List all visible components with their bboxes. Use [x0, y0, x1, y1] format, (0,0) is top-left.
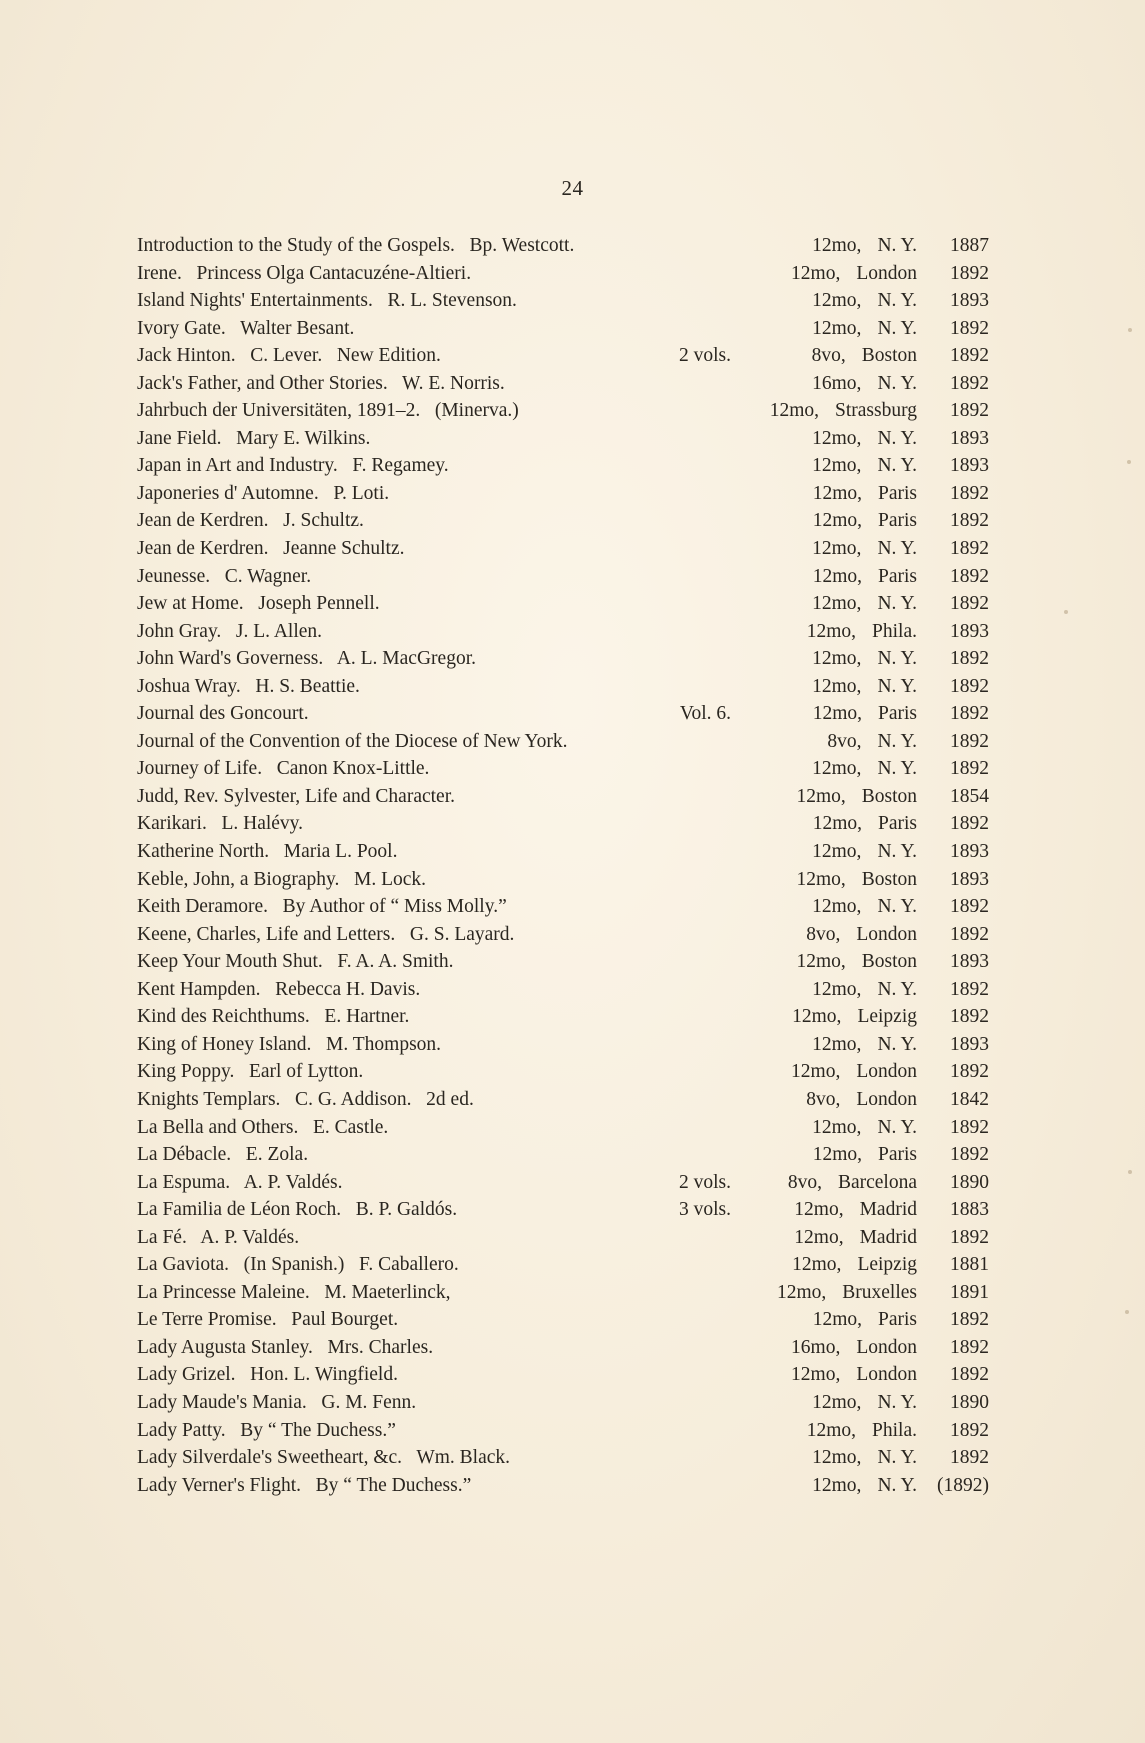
- entry-year: 1892: [950, 400, 989, 422]
- entry-format: 12mo,: [794, 1226, 844, 1248]
- entry-format-place: [807, 618, 917, 646]
- catalog-entry: [137, 507, 989, 535]
- entry-place: N. Y.: [877, 648, 917, 670]
- book-catalog-list: [137, 232, 989, 1499]
- entry-title-author: Lady Augusta Stanley. Mrs. Charles.: [137, 1336, 434, 1358]
- entry-title-author: Joshua Wray. H. S. Beattie.: [137, 675, 360, 697]
- catalog-entry: [137, 535, 989, 563]
- entry-title-author: King Poppy. Earl of Lytton.: [137, 1061, 364, 1083]
- catalog-entry: [137, 921, 989, 949]
- entry-format-place: [812, 287, 917, 315]
- entry-format: 12mo,: [812, 1033, 862, 1055]
- entry-title-author: Jane Field. Mary E. Wilkins.: [137, 427, 371, 449]
- catalog-entry: [137, 1361, 989, 1389]
- entry-format-place: [813, 563, 917, 591]
- entry-place: Paris: [878, 1309, 917, 1331]
- entry-place: Paris: [878, 510, 917, 532]
- entry-place: London: [856, 923, 917, 945]
- catalog-entry: [137, 645, 989, 673]
- entry-year: 1892: [950, 1309, 989, 1331]
- entry-year: 1881: [950, 1254, 989, 1276]
- entry-format: 8vo,: [806, 923, 841, 945]
- catalog-entry: [137, 563, 989, 591]
- paper-speck: [1127, 460, 1131, 464]
- entry-year: 1892: [950, 813, 989, 835]
- entry-format-place: [791, 1334, 917, 1362]
- entry-year: 1892: [950, 1061, 989, 1083]
- entry-format-place: [812, 342, 917, 370]
- entry-title-author: La Familia de Léon Roch. B. P. Galdós.: [137, 1199, 458, 1221]
- catalog-entry: [137, 1141, 989, 1169]
- catalog-entry: [137, 783, 989, 811]
- catalog-entry: [137, 1224, 989, 1252]
- entry-format: 12mo,: [796, 785, 846, 807]
- entry-place: Paris: [878, 813, 917, 835]
- entry-place: Madrid: [859, 1226, 917, 1248]
- entry-year: 1892: [950, 510, 989, 532]
- catalog-entry: [137, 1306, 989, 1334]
- entry-title-author: Lady Maude's Mania. G. M. Fenn.: [137, 1391, 417, 1413]
- entry-place: N. Y.: [877, 1391, 917, 1413]
- entry-format-place: [812, 1114, 917, 1142]
- entry-format: 12mo,: [812, 758, 862, 780]
- entry-format: 12mo,: [812, 510, 862, 532]
- entry-year: 1892: [950, 482, 989, 504]
- entry-place: Bruxelles: [842, 1281, 917, 1303]
- catalog-entry: [137, 480, 989, 508]
- entry-format-place: [792, 1003, 917, 1031]
- entry-format: 12mo,: [812, 565, 862, 587]
- entry-title-author: La Gaviota. (In Spanish.) F. Caballero.: [137, 1254, 459, 1276]
- entry-format: 12mo,: [812, 1309, 862, 1331]
- entry-format-place: [796, 866, 917, 894]
- entry-year: 1893: [950, 951, 989, 973]
- entry-place: N. Y.: [877, 427, 917, 449]
- entry-title-author: Lady Grizel. Hon. L. Wingfield.: [137, 1364, 398, 1386]
- entry-format: 12mo,: [776, 1281, 827, 1303]
- entry-year: 1883: [950, 1199, 989, 1221]
- entry-year: 1892: [950, 1116, 989, 1138]
- entry-title-author: Keith Deramore. By Author of “ Miss Molly.”: [137, 896, 507, 918]
- entry-year: 1842: [950, 1088, 989, 1110]
- entry-place: Leipzig: [857, 1006, 917, 1028]
- entry-year: (1892): [937, 1474, 989, 1496]
- entry-format: 12mo,: [791, 1061, 841, 1083]
- entry-volumes: 2 vols.: [678, 1171, 731, 1193]
- entry-format-place: [792, 1251, 917, 1279]
- entry-place: Phila.: [872, 620, 917, 642]
- entry-place: N. Y.: [877, 1033, 917, 1055]
- catalog-entry: [137, 452, 989, 480]
- entry-format: 12mo,: [812, 841, 862, 863]
- entry-place: N. Y.: [877, 455, 917, 477]
- entry-place: London: [856, 1061, 917, 1083]
- entry-format: 12mo,: [812, 1116, 862, 1138]
- entry-title-author: Journal des Goncourt.: [137, 703, 309, 725]
- catalog-entry: [137, 232, 989, 260]
- entry-place: Boston: [861, 345, 917, 367]
- entry-format-place: [791, 1361, 917, 1389]
- entry-year: 1892: [950, 1419, 989, 1441]
- entry-year: 1892: [950, 317, 989, 339]
- entry-format-place: [777, 1279, 917, 1307]
- entry-place: Boston: [861, 868, 917, 890]
- catalog-entry: [137, 1169, 989, 1197]
- entry-format: 12mo,: [812, 1144, 862, 1166]
- entry-year: 1893: [950, 620, 989, 642]
- entry-format-place: [812, 755, 917, 783]
- entry-title-author: Jean de Kerdren. Jeanne Schultz.: [137, 538, 405, 560]
- entry-year: 1890: [950, 1391, 989, 1413]
- entry-title-author: La Princesse Maleine. M. Maeterlinck,: [137, 1281, 451, 1303]
- entry-place: N. Y.: [877, 1447, 917, 1469]
- entry-year: 1892: [950, 1226, 989, 1248]
- entry-year: 1892: [950, 923, 989, 945]
- entry-format-place: [807, 1417, 917, 1445]
- entry-format: 8vo,: [811, 345, 846, 367]
- entry-format-place: [794, 1224, 917, 1252]
- entry-format: 12mo,: [812, 1391, 862, 1413]
- catalog-entry: [137, 1389, 989, 1417]
- entry-place: N. Y.: [877, 730, 917, 752]
- entry-year: 1893: [950, 455, 989, 477]
- entry-place: London: [856, 1336, 917, 1358]
- catalog-entry: [137, 315, 989, 343]
- entry-format-place: [812, 1389, 917, 1417]
- entry-format: 12mo,: [796, 951, 846, 973]
- entry-format-place: [796, 783, 917, 811]
- catalog-entry: [137, 1444, 989, 1472]
- entry-format: 12mo,: [812, 593, 862, 615]
- entry-year: 1887: [950, 235, 989, 256]
- entry-title-author: Judd, Rev. Sylvester, Life and Character.: [137, 785, 455, 807]
- entry-place: Boston: [861, 785, 917, 807]
- entry-year: 1892: [950, 703, 989, 725]
- entry-format-place: [812, 232, 917, 260]
- entry-place: London: [856, 1088, 917, 1110]
- entry-year: 1891: [950, 1281, 989, 1303]
- entry-format: 12mo,: [812, 1447, 862, 1469]
- entry-format-place: [813, 480, 917, 508]
- entry-title-author: Jean de Kerdren. J. Schultz.: [137, 510, 364, 532]
- entry-format-place: [813, 1141, 917, 1169]
- entry-year: 1892: [950, 675, 989, 697]
- entry-format-place: [812, 673, 917, 701]
- entry-format-place: [812, 1472, 917, 1500]
- entry-title-author: John Ward's Governess. A. L. MacGregor.: [137, 648, 476, 670]
- entry-format: 16mo,: [791, 1336, 841, 1358]
- entry-title-author: Journey of Life. Canon Knox-Little.: [137, 758, 430, 780]
- catalog-entry: [137, 1251, 989, 1279]
- catalog-entry: [137, 618, 989, 646]
- entry-title-author: Lady Silverdale's Sweetheart, &c. Wm. Black.: [137, 1447, 511, 1469]
- entry-title-author: Keep Your Mouth Shut. F. A. A. Smith.: [137, 951, 454, 973]
- catalog-entry: [137, 1031, 989, 1059]
- entry-format: 12mo,: [794, 1199, 844, 1221]
- catalog-entry: [137, 1114, 989, 1142]
- entry-format: 12mo,: [812, 235, 862, 256]
- entry-year: 1892: [950, 1144, 989, 1166]
- entry-format-place: [791, 1058, 917, 1086]
- entry-place: N. Y.: [877, 896, 917, 918]
- entry-place: Madrid: [859, 1199, 917, 1221]
- catalog-entry: [137, 397, 989, 425]
- entry-title-author: Katherine North. Maria L. Pool.: [137, 841, 398, 863]
- catalog-entry: [137, 866, 989, 894]
- catalog-entry: [137, 342, 989, 370]
- entry-title-author: Karikari. L. Halévy.: [137, 813, 304, 835]
- entry-format-place: [813, 700, 917, 728]
- entry-year: 1892: [950, 896, 989, 918]
- entry-year: 1892: [950, 1006, 989, 1028]
- entry-year: 1892: [950, 1336, 989, 1358]
- entry-place: N. Y.: [877, 978, 917, 1000]
- entry-place: N. Y.: [877, 841, 917, 863]
- entry-title-author: Lady Verner's Flight. By “ The Duchess.”: [137, 1474, 472, 1496]
- entry-format-place: [813, 507, 917, 535]
- entry-title-author: Jew at Home. Joseph Pennell.: [137, 593, 380, 615]
- entry-format: 12mo,: [806, 1419, 857, 1441]
- entry-title-author: La Espuma. A. P. Valdés.: [137, 1171, 343, 1193]
- entry-format: 12mo,: [812, 896, 862, 918]
- entry-year: 1893: [950, 868, 989, 890]
- entry-format: 12mo,: [812, 482, 862, 504]
- catalog-entry: [137, 673, 989, 701]
- entry-format-place: [812, 452, 917, 480]
- entry-format-place: [812, 976, 917, 1004]
- catalog-entry: [137, 1003, 989, 1031]
- entry-format: 12mo,: [796, 868, 846, 890]
- catalog-entry: [137, 976, 989, 1004]
- entry-title-author: La Débacle. E. Zola.: [137, 1144, 309, 1166]
- paper-speck: [1128, 328, 1132, 332]
- paper-speck: [1064, 610, 1068, 614]
- entry-volumes: 3 vols.: [678, 1199, 731, 1221]
- entry-format: 12mo,: [812, 455, 862, 477]
- entry-title-author: Le Terre Promise. Paul Bourget.: [137, 1309, 399, 1331]
- entry-format-place: [812, 425, 917, 453]
- entry-format: 12mo,: [792, 1006, 842, 1028]
- paper-speck: [1128, 1170, 1132, 1174]
- entry-format: 8vo,: [806, 1088, 841, 1110]
- entry-place: N. Y.: [877, 372, 917, 394]
- entry-format-place: [812, 535, 917, 563]
- entry-year: 1890: [950, 1171, 989, 1193]
- entry-place: Leipzig: [857, 1254, 917, 1276]
- entry-format-place: [788, 1169, 917, 1197]
- entry-format-place: [827, 728, 917, 756]
- catalog-entry: [137, 370, 989, 398]
- entry-place: London: [856, 1364, 917, 1386]
- entry-format-place: [812, 838, 917, 866]
- catalog-entry: [137, 1417, 989, 1445]
- catalog-entry: [137, 1086, 989, 1114]
- entry-year: 1892: [950, 978, 989, 1000]
- catalog-entry: [137, 1279, 989, 1307]
- entry-place: Paris: [878, 1144, 917, 1166]
- catalog-entry: [137, 1196, 989, 1224]
- entry-place: N. Y.: [877, 235, 917, 256]
- entry-format: 12mo,: [791, 1364, 841, 1386]
- entry-title-author: Japan in Art and Industry. F. Regamey.: [137, 455, 449, 477]
- entry-place: N. Y.: [877, 317, 917, 339]
- entry-title-author: King of Honey Island. M. Thompson.: [137, 1033, 442, 1055]
- entry-year: 1892: [950, 758, 989, 780]
- entry-place: Phila.: [872, 1419, 917, 1441]
- entry-title-author: Jahrbuch der Universitäten, 1891–2. (Minerva.): [137, 400, 519, 422]
- entry-place: Paris: [878, 703, 917, 725]
- entry-place: N. Y.: [877, 290, 917, 312]
- entry-title-author: Knights Templars. C. G. Addison. 2d ed.: [137, 1088, 474, 1110]
- entry-year: 1893: [950, 427, 989, 449]
- entry-format-place: [812, 1031, 917, 1059]
- entry-year: 1892: [950, 648, 989, 670]
- entry-title-author: Introduction to the Study of the Gospels. Bp. Westcott.: [137, 235, 575, 256]
- catalog-entry: [137, 810, 989, 838]
- catalog-entry: [137, 755, 989, 783]
- entry-year: 1893: [950, 841, 989, 863]
- entry-format: 12mo,: [812, 1474, 862, 1496]
- catalog-entry: [137, 728, 989, 756]
- entry-place: N. Y.: [877, 758, 917, 780]
- entry-title-author: Island Nights' Entertainments. R. L. Stevenson.: [137, 290, 517, 312]
- entry-format: 16mo,: [812, 372, 862, 394]
- entry-place: Strassburg: [835, 400, 917, 422]
- entry-title-author: Irene. Princess Olga Cantacuzéne-Altieri.: [137, 262, 472, 284]
- catalog-entry: [137, 1058, 989, 1086]
- entry-title-author: Kind des Reichthums. E. Hartner.: [137, 1006, 410, 1028]
- entry-format: 12mo,: [812, 813, 862, 835]
- entry-title-author: Lady Patty. By “ The Duchess.”: [137, 1419, 396, 1441]
- entry-volumes: Vol. 6.: [679, 703, 731, 725]
- entry-format: 8vo,: [827, 730, 862, 752]
- entry-format-place: [812, 893, 917, 921]
- entry-format-place: [812, 645, 917, 673]
- entry-title-author: Keene, Charles, Life and Letters. G. S. Layard.: [137, 923, 515, 945]
- entry-title-author: Jack's Father, and Other Stories. W. E. Norris.: [137, 372, 505, 394]
- entry-format-place: [806, 1086, 917, 1114]
- entry-format-place: [812, 1444, 917, 1472]
- entry-format: 12mo,: [812, 703, 862, 725]
- entry-title-author: Kent Hampden. Rebecca H. Davis.: [137, 978, 421, 1000]
- catalog-entry: [137, 590, 989, 618]
- entry-place: Paris: [878, 565, 917, 587]
- entry-place: N. Y.: [877, 675, 917, 697]
- entry-format: 12mo,: [812, 538, 862, 560]
- entry-format-place: [812, 370, 917, 398]
- entry-year: 1893: [950, 290, 989, 312]
- entry-title-author: La Bella and Others. E. Castle.: [137, 1116, 389, 1138]
- entry-year: 1892: [950, 730, 989, 752]
- entry-year: 1854: [950, 785, 989, 807]
- entry-format: 12mo,: [812, 675, 862, 697]
- paper-speck: [1125, 1310, 1129, 1314]
- entry-format: 12mo,: [812, 317, 862, 339]
- catalog-entry: [137, 948, 989, 976]
- entry-title-author: Jeunesse. C. Wagner.: [137, 565, 312, 587]
- entry-place: Paris: [878, 482, 917, 504]
- entry-volumes: 2 vols.: [678, 345, 731, 367]
- entry-format: 12mo,: [791, 262, 841, 284]
- entry-year: 1892: [950, 1364, 989, 1386]
- entry-format: 12mo,: [812, 290, 862, 312]
- entry-place: N. Y.: [877, 538, 917, 560]
- entry-format: 12mo,: [812, 427, 862, 449]
- entry-place: N. Y.: [877, 1474, 917, 1496]
- entry-place: Barcelona: [837, 1171, 917, 1193]
- entry-format: 12mo,: [769, 400, 820, 422]
- entry-title-author: Journal of the Convention of the Diocese of New York.: [137, 730, 568, 752]
- entry-format-place: [813, 1306, 917, 1334]
- entry-format-place: [794, 1196, 917, 1224]
- entry-title-author: Ivory Gate. Walter Besant.: [137, 317, 355, 339]
- entry-place: Boston: [861, 951, 917, 973]
- entry-year: 1892: [950, 345, 989, 367]
- catalog-entry: [137, 1334, 989, 1362]
- catalog-entry: [137, 838, 989, 866]
- entry-format-place: [770, 397, 917, 425]
- entry-format: 12mo,: [812, 978, 862, 1000]
- entry-format-place: [812, 315, 917, 343]
- catalog-entry: [137, 260, 989, 288]
- entry-format: 12mo,: [812, 648, 862, 670]
- page-number: 24: [561, 176, 584, 200]
- entry-title-author: La Fé. A. P. Valdés.: [137, 1226, 300, 1248]
- entry-title-author: John Gray. J. L. Allen.: [137, 620, 323, 642]
- entry-place: N. Y.: [877, 1116, 917, 1138]
- entry-place: N. Y.: [877, 593, 917, 615]
- catalog-entry: [137, 893, 989, 921]
- entry-year: 1893: [950, 1033, 989, 1055]
- entry-format: 12mo,: [792, 1254, 842, 1276]
- entry-year: 1892: [950, 565, 989, 587]
- entry-format-place: [796, 948, 917, 976]
- catalog-entry: [137, 700, 989, 728]
- catalog-entry: [137, 287, 989, 315]
- entry-format-place: [806, 921, 917, 949]
- entry-title-author: Japoneries d' Automne. P. Loti.: [137, 482, 390, 504]
- entry-year: 1892: [950, 262, 989, 284]
- catalog-entry: [137, 425, 989, 453]
- entry-format: 8vo,: [787, 1171, 822, 1193]
- entry-year: 1892: [950, 538, 989, 560]
- entry-title-author: Jack Hinton. C. Lever. New Edition.: [137, 345, 441, 367]
- entry-format: 12mo,: [806, 620, 857, 642]
- entry-year: 1892: [950, 1447, 989, 1469]
- entry-format-place: [791, 260, 917, 288]
- entry-format-place: [812, 590, 917, 618]
- entry-year: 1892: [950, 593, 989, 615]
- catalog-entry: [137, 1472, 989, 1500]
- entry-place: London: [856, 262, 917, 284]
- entry-title-author: Keble, John, a Biography. M. Lock.: [137, 868, 427, 890]
- entry-year: 1892: [950, 372, 989, 394]
- entry-format-place: [813, 810, 917, 838]
